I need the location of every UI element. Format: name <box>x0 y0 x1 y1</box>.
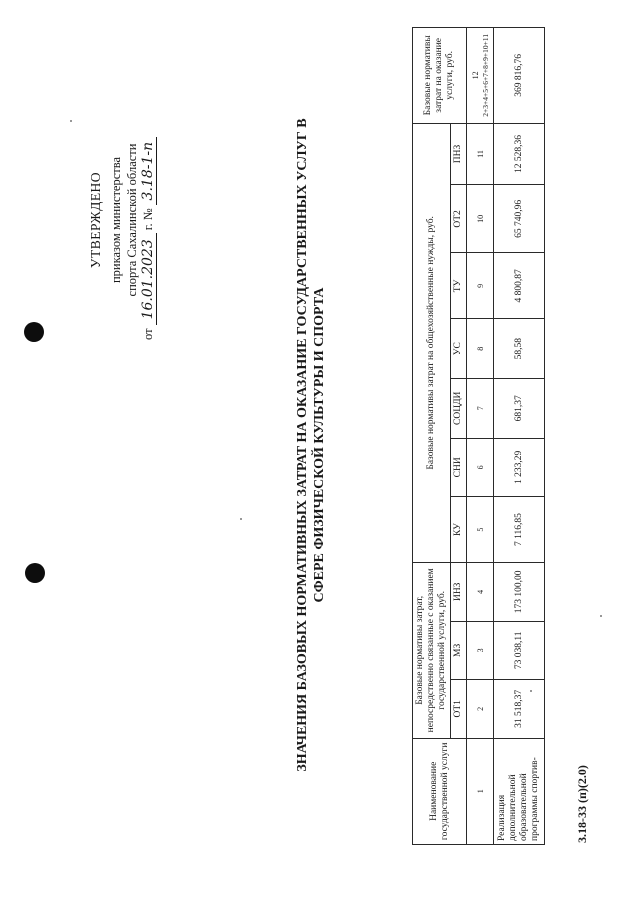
table-row <box>494 28 545 845</box>
title-line-1: ЗНАЧЕНИЯ БАЗОВЫХ НОРМАТИВНЫХ ЗАТРАТ НА ОКАЗАНИЕ ГОСУДАРСТВЕННЫХ УСЛУГ В <box>295 118 310 772</box>
header-service-name: Наименование государственной услуги <box>413 738 467 844</box>
header-col: ОТ2 <box>451 185 467 253</box>
col-number: 2 <box>467 680 494 739</box>
document-title <box>294 65 328 825</box>
col-number: 9 <box>467 253 494 319</box>
approval-line-2: спорта Сахалинской области <box>125 143 139 297</box>
header-col: СОЦДИ <box>451 378 467 438</box>
row-value-ku: 7 116,85 <box>494 497 545 563</box>
title-line-2: СФЕРЕ ФИЗИЧЕСКОЙ КУЛЬТУРЫ И СПОРТА <box>312 287 327 603</box>
table-number-row <box>467 28 494 845</box>
col-number: 7 <box>467 378 494 438</box>
header-col: МЗ <box>451 621 467 680</box>
col-number: 1 <box>467 738 494 844</box>
approval-from-label: от <box>141 328 155 340</box>
col-number: 11 <box>467 123 494 185</box>
approval-year-suffix: г. <box>141 223 155 231</box>
table-header-row-1 <box>413 28 451 845</box>
approval-date: 16.01.2023 <box>141 233 157 325</box>
table-header-row-2 <box>451 28 467 845</box>
row-value-us: 58,58 <box>494 319 545 379</box>
header-col: КУ <box>451 497 467 563</box>
row-value-ot2: 65 740,96 <box>494 185 545 253</box>
approval-line-1: приказом министерства <box>109 156 123 284</box>
approval-number: 3.18-1-п <box>141 137 157 205</box>
approval-block <box>88 90 157 350</box>
row-value-total: 369 816,76 <box>494 28 545 124</box>
header-col: ТУ <box>451 253 467 319</box>
col-number: 3 <box>467 621 494 680</box>
footer-code: 3.18-33 (п)(2.0) <box>575 765 589 843</box>
total-formula: 2+3+4+5+6+7+8+9+10+11 <box>481 33 490 117</box>
col-number: 6 <box>467 438 494 497</box>
header-direct-group: Базовые нормативы затрат, непосредственно связанные с оказанием государственной услуги, руб. <box>413 563 451 739</box>
col-number: 5 <box>467 497 494 563</box>
row-value-mz: 73 038,11 <box>494 621 545 680</box>
col-number: 8 <box>467 319 494 379</box>
approval-number-prefix: № <box>141 208 155 221</box>
header-col: ИНЗ <box>451 563 467 622</box>
norms-table <box>412 27 545 845</box>
approval-heading: УТВЕРЖДЕНО <box>88 171 103 269</box>
header-col: УС <box>451 319 467 379</box>
row-value-ot1: 31 518,37 <box>494 680 545 739</box>
header-col: СНИ <box>451 438 467 497</box>
header-total: Базовые нормативы затрат на оказание услуги, руб. <box>413 28 467 124</box>
col-number-total <box>467 28 494 124</box>
col-number: 10 <box>467 185 494 253</box>
row-service-name: Реализация дополнительной образовательной программы спортив- <box>494 738 545 844</box>
row-value-inz: 173 100,00 <box>494 563 545 622</box>
header-col: ПНЗ <box>451 123 467 185</box>
row-value-pnz: 12 528,36 <box>494 123 545 185</box>
row-value-tu: 4 800,87 <box>494 253 545 319</box>
col-number-total-label: 12 <box>471 71 480 80</box>
row-value-sni: 1 233,29 <box>494 438 545 497</box>
header-general-group: Базовые нормативы затрат на общехозяйственные нужды, руб. <box>413 123 451 562</box>
header-col: ОТ1 <box>451 680 467 739</box>
approval-date-row <box>140 90 157 350</box>
col-number: 4 <box>467 563 494 622</box>
row-value-sotsdi: 681,37 <box>494 378 545 438</box>
